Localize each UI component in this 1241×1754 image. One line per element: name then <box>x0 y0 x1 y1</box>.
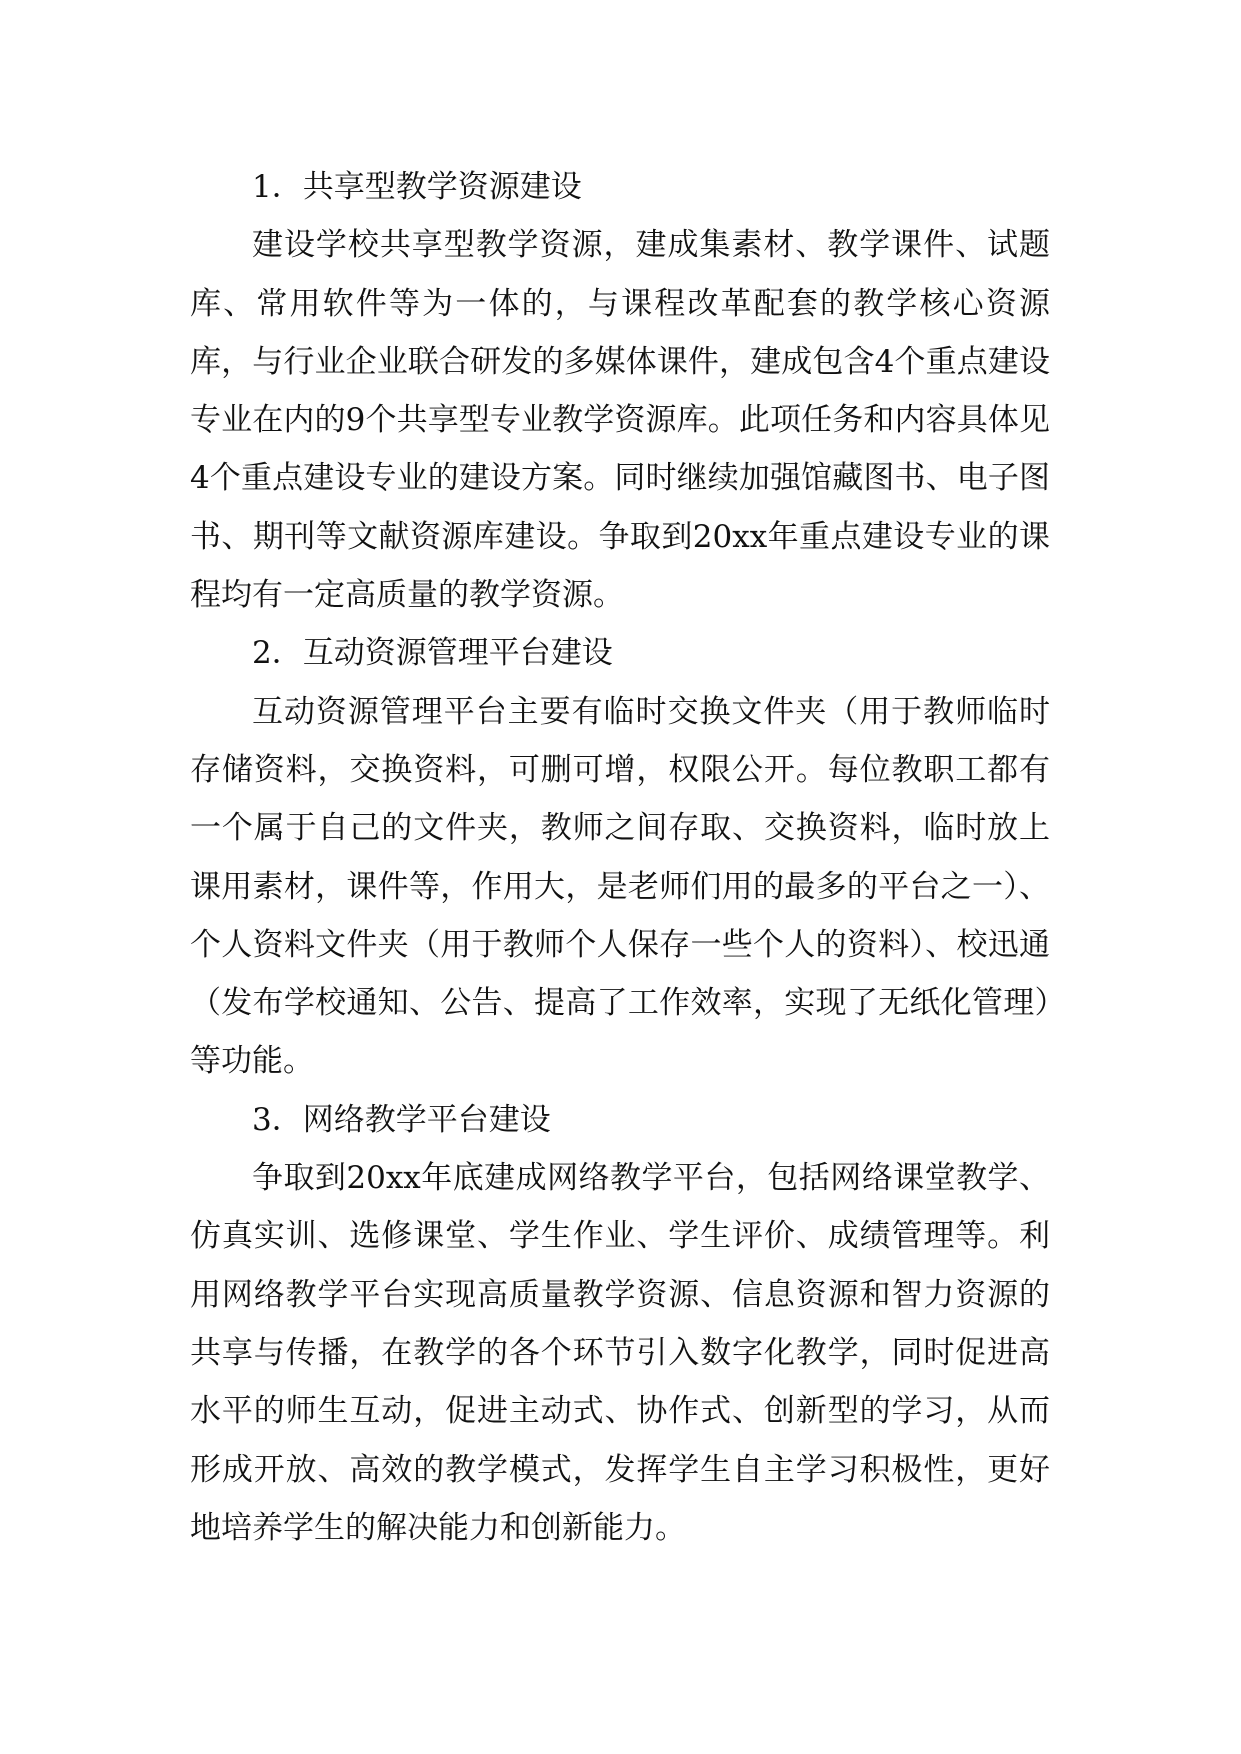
section-paragraph-3: 争取到20xx年底建成网络教学平台，包括网络课堂教学、仿真实训、选修课堂、学生作业、学生评价、成绩管理等。利用网络教学平台实现高质量教学资源、信息资源和智力资源的共享与传播，在教学的各个环节引入数字化教学，同时促进高水平的师生互动，促进主动式、协作式、创新型的学习，从而形成开放、高效的教学模式，发挥学生自主学习积极性，更好地培养学生的解决能力和创新能力。 <box>190 1160 1050 1546</box>
section-paragraph-2: 互动资源管理平台主要有临时交换文件夹（用于教师临时存储资料，交换资料，可删可增，权限公开。每位教职工都有一个属于自己的文件夹，教师之间存取、交换资料，临时放上课用素材，课件等，作用大，是老师们用的最多的平台之一）、个人资料文件夹（用于教师个人保存一些个人的资料）、校迅通（发布学校通知、公告、提高了工作效率，实现了无纸化管理）等功能。 <box>190 693 1050 1080</box>
section-paragraph-1: 建设学校共享型教学资源，建成集素材、教学课件、试题库、常用软件等为一体的，与课程改革配套的教学核心资源库，与行业企业联合研发的多媒体课件，建成包含4个重点建设专业在内的9个共享型专业教学资源库。此项任务和内容具体见4个重点建设专业的建设方案。同时继续加强馆藏图书、电子图书、期刊等文献资源库建设。争取到20xx年重点建设专业的课程均有一定高质量的教学资源。 <box>190 227 1050 614</box>
section-heading-3: 3．网络教学平台建设 <box>252 1101 551 1138</box>
section-heading-1: 1．共享型教学资源建设 <box>252 169 582 205</box>
section-heading-2: 2．互动资源管理平台建设 <box>252 635 613 672</box>
document-body <box>190 158 1050 1557</box>
